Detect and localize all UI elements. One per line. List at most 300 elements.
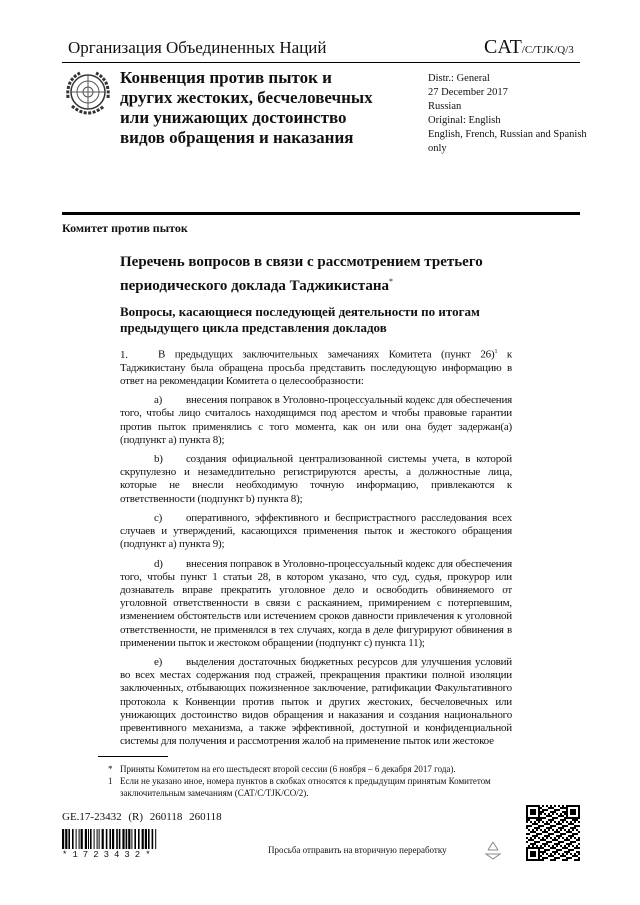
qr-module [578,815,580,817]
qr-module [548,823,550,825]
qr-module [540,839,542,841]
language: Russian [428,101,462,112]
qr-module [546,837,548,839]
qr-module [542,859,544,861]
qr-module [552,859,554,861]
qr-module [538,805,540,807]
qr-module [540,833,542,835]
qr-module [568,839,570,841]
qr-module [568,849,570,851]
qr-module [532,835,534,837]
qr-module [566,817,568,819]
qr-module [548,841,550,843]
qr-module [566,857,568,859]
qr-module [542,857,544,859]
qr-module [574,809,576,811]
qr-module [534,859,536,861]
qr-module [578,857,580,859]
symbol-rest: /C/TJK/Q/3 [521,44,574,56]
qr-module [536,835,538,837]
qr-module [562,833,564,835]
symbol-main: CAT [484,36,522,58]
item-label: a) [154,394,163,407]
qr-module [532,831,534,833]
barcode-bar [112,829,114,849]
qr-module [570,809,572,811]
qr-module [532,813,534,815]
qr-module [526,833,528,835]
qr-module [570,817,572,819]
qr-module [566,847,568,849]
barcode-bar [99,829,100,849]
qr-module [572,827,574,829]
qr-module [556,813,558,815]
qr-module [564,845,566,847]
qr-module [578,817,580,819]
qr-module [554,843,556,845]
qr-module [544,835,546,837]
paragraph-text: В предыдущих заключительных замечаниях Комитета (пункт 26) [158,348,495,361]
qr-module [562,853,564,855]
barcode-bar [142,829,144,849]
qr-module [540,859,542,861]
qr-module [578,825,580,827]
qr-module [574,811,576,813]
qr-module [526,821,528,823]
barcode-bar [76,829,77,849]
qr-module [548,827,550,829]
qr-module [556,823,558,825]
qr-module [564,807,566,809]
qr-module [572,841,574,843]
qr-module [542,817,544,819]
item-text: оперативного, эффективного и беспристрастного расследования всех случаев и утверждений, касающихся применения пыток и жестокого обращения (подпункт a) пункта 9); [120,511,512,551]
qr-module [534,843,536,845]
barcode-bar [88,829,89,849]
barcode-bar [65,829,67,849]
qr-module [560,845,562,847]
qr-module [552,851,554,853]
qr-module [544,845,546,847]
thick-rule [62,212,580,215]
qr-module [544,829,546,831]
barcode-bar [155,829,156,849]
qr-module [526,841,528,843]
qr-module [570,827,572,829]
qr-module [574,813,576,815]
qr-module [538,813,540,815]
qr-module [558,815,560,817]
qr-module [568,835,570,837]
footnote-text: Приняты Комитетом на его шестьдесят второй сессии (6 ноября – 6 декабря 2017 года). [120,764,456,775]
qr-module [546,841,548,843]
qr-module [568,831,570,833]
qr-module [566,813,568,815]
qr-module [530,821,532,823]
barcode-bar [90,829,92,849]
qr-module [552,833,554,835]
barcode-icon [62,829,157,849]
qr-module [542,847,544,849]
section-heading: Вопросы, касающиеся последующей деятельности по итогам предыдущего цикла представления докладов [120,304,480,335]
qr-module [528,817,530,819]
qr-module [564,825,566,827]
qr-module [550,807,552,809]
qr-module [538,821,540,823]
qr-module [536,805,538,807]
qr-module [572,809,574,811]
qr-module [554,859,556,861]
qr-module [538,849,540,851]
footnotes [108,763,518,799]
qr-module [556,839,558,841]
qr-module [542,839,544,841]
qr-module [530,859,532,861]
qr-module [540,811,542,813]
qr-module [538,837,540,839]
barcode-bar [152,829,154,849]
qr-module [558,827,560,829]
qr-module [578,837,580,839]
qr-module [548,855,550,857]
qr-module [548,815,550,817]
qr-module [572,819,574,821]
qr-module [534,853,536,855]
qr-module [536,823,538,825]
qr-module [532,847,534,849]
paragraph-number: 1. [120,348,128,361]
qr-module [570,805,572,807]
qr-module [534,823,536,825]
qr-module [526,819,528,821]
qr-module [558,853,560,855]
qr-module [564,859,566,861]
qr-module [560,813,562,815]
qr-module [570,811,572,813]
committee-name: Комитет против пыток [62,221,188,235]
qr-module [554,853,556,855]
qr-module [552,839,554,841]
qr-module [550,815,552,817]
qr-module [540,819,542,821]
qr-module [578,843,580,845]
qr-module [534,835,536,837]
job-number: GE.17-23432 (R) 260118 260118 [62,811,222,824]
qr-module [566,837,568,839]
qr-module [534,855,536,857]
qr-module [526,847,528,849]
body-text [120,346,512,748]
qr-module [554,839,556,841]
qr-module [546,805,548,807]
qr-module [550,819,552,821]
qr-module [544,849,546,851]
qr-module [560,833,562,835]
qr-module [544,831,546,833]
qr-module [542,825,544,827]
qr-module [578,821,580,823]
qr-module [542,821,544,823]
barcode-bar [72,829,74,849]
qr-module [558,835,560,837]
qr-module [542,805,544,807]
qr-module [530,843,532,845]
qr-module [544,857,546,859]
item-text: внесения поправок в Уголовно-процессуальный кодекс для обеспечения того, чтобы лицо считалось находящимся под арестом и чтобы правовые гарантии против пыток применялись с того момента, как он или она будет задержан(а) (подпункт a) пункта 8); [120,394,512,446]
qr-module [554,809,556,811]
qr-module [532,805,534,807]
barcode-bar [131,829,132,849]
barcode-bar [102,829,104,849]
qr-module [574,833,576,835]
qr-module [578,839,580,841]
qr-module [558,857,560,859]
item-text: внесения поправок в Уголовно-процессуальный кодекс для обеспечения того, чтобы пункт 1 статьи 28, в котором указано, что суд, судья, прокурор или дознаватель вправе прекратить уголовное дело и освободить обвиняемого от уголовной ответственности в связи с раскаянием, примирением с потерпевшим, изменением обстоятельств или истечением сроков давности привлечения к уголовной ответственности, не применялся в тех случаях, когда в деле фигурируют обвинения в применении пыток и жестоком обращении (подпункт c) пункта 11); [120,557,512,649]
footnote-ref: 1 [494,349,498,355]
qr-module [578,851,580,853]
qr-module [560,835,562,837]
barcode-bar [126,829,128,849]
barcode-bar [62,829,64,849]
footnote-mark: * [108,764,113,775]
qr-module [546,853,548,855]
barcode-bar [97,829,98,849]
qr-module [560,849,562,851]
qr-module [558,837,560,839]
barcode-bar [119,829,121,849]
qr-module [570,831,572,833]
distribution-block [428,72,588,156]
paragraph-1 [120,346,512,388]
qr-module [544,839,546,841]
qr-module [568,851,570,853]
qr-module [566,851,568,853]
qr-module [534,831,536,833]
qr-module [560,823,562,825]
qr-module [538,859,540,861]
qr-module [538,819,540,821]
qr-module [564,833,566,835]
qr-module [528,829,530,831]
qr-module [566,825,568,827]
original-language: Original: English [428,115,501,126]
qr-module [556,817,558,819]
qr-module [540,845,542,847]
qr-module [572,855,574,857]
qr-module [574,821,576,823]
qr-module [574,819,576,821]
qr-module [546,821,548,823]
qr-module [568,857,570,859]
qr-module [548,829,550,831]
qr-module [534,837,536,839]
qr-module [538,825,540,827]
qr-module [552,825,554,827]
qr-module [534,851,536,853]
qr-module [538,811,540,813]
qr-module [534,821,536,823]
languages: English, French, Russian and Spanish only [428,129,587,154]
qr-module [568,817,570,819]
qr-module [572,805,574,807]
barcode-bar [81,829,83,849]
qr-module [526,811,528,813]
qr-module [554,817,556,819]
qr-module [542,843,544,845]
qr-module [576,805,578,807]
qr-module [572,823,574,825]
qr-module [546,835,548,837]
qr-module [528,859,530,861]
qr-module [532,809,534,811]
list-item [120,558,512,650]
qr-module [566,843,568,845]
qr-module [528,825,530,827]
footnote-mark: 1 [108,776,113,787]
qr-module [538,833,540,835]
qr-module [558,821,560,823]
qr-module [538,853,540,855]
qr-module [566,809,568,811]
item-text: создания официальной централизованной системы учета, в которой скрупулезно и незамедлительно регистрируются аресты, а должностные лица, которые не внесли необходимую точную информацию, привлекаются к ответственности (подпункт b) пункта 8); [120,453,512,505]
qr-module [538,815,540,817]
qr-module [578,809,580,811]
qr-module [554,851,556,853]
qr-module [532,853,534,855]
qr-module [560,841,562,843]
distr-line: Distr.: General [428,73,490,84]
qr-module [554,831,556,833]
qr-module [576,829,578,831]
qr-module [576,847,578,849]
qr-code-icon [526,805,580,861]
qr-module [562,855,564,857]
qr-module [578,813,580,815]
barcode-bar [79,829,80,849]
qr-module [574,837,576,839]
qr-module [572,835,574,837]
qr-module [570,823,572,825]
title-line: Конвенция против пыток и [120,68,332,87]
footnote [108,775,518,799]
qr-module [538,851,540,853]
qr-module [540,817,542,819]
qr-module [536,845,538,847]
qr-module [538,855,540,857]
item-label: e) [154,655,163,668]
qr-module [554,837,556,839]
qr-module [534,811,536,813]
qr-module [564,817,566,819]
qr-module [534,809,536,811]
qr-module [550,847,552,849]
barcode-bar [145,829,147,849]
qr-module [578,807,580,809]
qr-module [556,845,558,847]
qr-module [538,847,540,849]
qr-module [566,831,568,833]
qr-module [546,815,548,817]
qr-module [544,851,546,853]
qr-module [550,859,552,861]
qr-module [558,831,560,833]
content-flow [0,346,640,867]
qr-module [566,859,568,861]
qr-module [570,849,572,851]
qr-module [552,845,554,847]
qr-module [568,805,570,807]
qr-module [526,837,528,839]
qr-module [562,837,564,839]
qr-module [552,829,554,831]
document-symbol [484,36,574,59]
qr-module [546,827,548,829]
qr-module [558,849,560,851]
qr-module [552,855,554,857]
qr-module [548,845,550,847]
qr-module [548,835,550,837]
title-line: видов обращения и наказания [120,128,354,147]
qr-module [540,855,542,857]
qr-module [556,831,558,833]
qr-module [564,811,566,813]
barcode-bar [85,829,87,849]
qr-module [560,827,562,829]
qr-module [532,817,534,819]
qr-module [526,813,528,815]
qr-module [554,857,556,859]
qr-module [526,857,528,859]
qr-module [574,817,576,819]
qr-module [574,855,576,857]
qr-module [550,821,552,823]
qr-module [526,859,528,861]
qr-module [562,805,564,807]
qr-module [532,823,534,825]
item-label: c) [154,511,163,524]
qr-module [564,851,566,853]
qr-module [540,825,542,827]
qr-module [526,817,528,819]
qr-module [544,823,546,825]
qr-module [556,843,558,845]
qr-module [542,851,544,853]
qr-module [550,811,552,813]
qr-module [532,851,534,853]
qr-module [526,825,528,827]
qr-module [546,809,548,811]
qr-module [548,813,550,815]
qr-module [538,807,540,809]
qr-module [562,815,564,817]
qr-module [564,847,566,849]
qr-module [574,825,576,827]
qr-module [530,831,532,833]
qr-module [534,847,536,849]
document-heading [120,252,510,296]
qr-module [562,827,564,829]
qr-module [528,833,530,835]
qr-module [528,819,530,821]
qr-module [568,823,570,825]
qr-module [536,827,538,829]
qr-module [562,807,564,809]
qr-module [546,823,548,825]
qr-module [528,839,530,841]
qr-module [564,829,566,831]
qr-module [532,843,534,845]
qr-module [570,853,572,855]
